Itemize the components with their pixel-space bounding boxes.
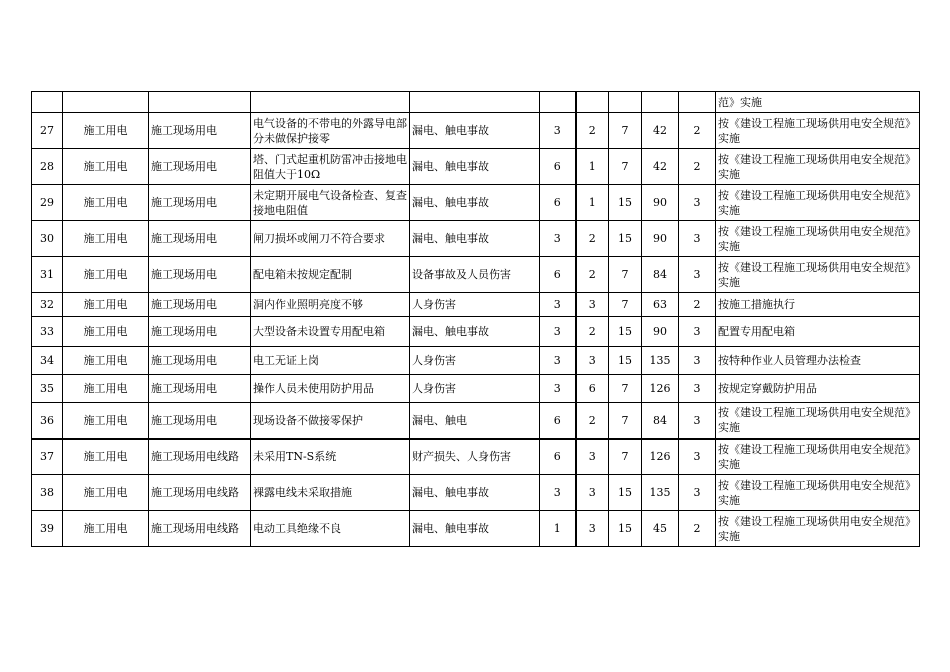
cell-exposure-e: 2 <box>576 113 609 149</box>
cell-risk-level: 3 <box>679 257 716 293</box>
cell-risk-value-d: 42 <box>642 113 679 149</box>
cell-control-measure: 按《建设工程施工现场供用电安全规范》实施 <box>716 475 920 511</box>
cell-exposure-e: 6 <box>576 375 609 403</box>
cell-row-number: 35 <box>32 375 63 403</box>
cell-likelihood-l: 6 <box>540 257 576 293</box>
cell-consequence-c: 15 <box>609 185 642 221</box>
cell-risk-level: 3 <box>679 403 716 439</box>
cell-row-number: 39 <box>32 511 63 547</box>
cell-exposure-e: 3 <box>576 511 609 547</box>
cell-control-measure: 按《建设工程施工现场供用电安全规范》实施 <box>716 257 920 293</box>
cell-risk-level: 2 <box>679 113 716 149</box>
cell-hazard-category: 施工用电 <box>63 185 149 221</box>
cell-risk-value-d: 90 <box>642 317 679 347</box>
cell-row-number: 36 <box>32 403 63 439</box>
cell-row-number: 34 <box>32 347 63 375</box>
cell-control-measure: 按《建设工程施工现场供用电安全规范》实施 <box>716 221 920 257</box>
table-row <box>32 149 920 185</box>
cell-hazard-description: 电动工具绝缘不良 <box>251 511 410 547</box>
table-row <box>32 511 920 547</box>
cell-risk-level: 2 <box>679 293 716 317</box>
hazard-risk-table <box>31 91 920 547</box>
cell-possible-accident: 人身伤害 <box>410 293 540 317</box>
cell-risk-level: 3 <box>679 475 716 511</box>
table-row <box>32 113 920 149</box>
cell-control-measure: 按《建设工程施工现场供用电安全规范》实施 <box>716 149 920 185</box>
cell-work-activity: 施工现场用电 <box>149 257 251 293</box>
cell-work-activity: 施工现场用电 <box>149 375 251 403</box>
cell-possible-accident: 漏电、触电事故 <box>410 221 540 257</box>
cell-likelihood-l: 3 <box>540 375 576 403</box>
cell-consequence-c: 15 <box>609 221 642 257</box>
cell-work-activity: 施工现场用电 <box>149 293 251 317</box>
cell-risk-level: 3 <box>679 317 716 347</box>
cell-exposure-e: 1 <box>576 185 609 221</box>
cell-consequence-c <box>609 92 642 113</box>
cell-control-measure: 按《建设工程施工现场供用电安全规范》实施 <box>716 403 920 439</box>
cell-likelihood-l: 6 <box>540 439 576 475</box>
cell-hazard-category: 施工用电 <box>63 375 149 403</box>
cell-hazard-description <box>251 92 410 113</box>
cell-hazard-description: 电工无证上岗 <box>251 347 410 375</box>
cell-likelihood-l: 3 <box>540 293 576 317</box>
cell-risk-value-d: 126 <box>642 439 679 475</box>
cell-control-measure: 按规定穿戴防护用品 <box>716 375 920 403</box>
cell-risk-value-d: 84 <box>642 257 679 293</box>
cell-exposure-e: 3 <box>576 293 609 317</box>
cell-exposure-e: 2 <box>576 403 609 439</box>
cell-work-activity: 施工现场用电线路 <box>149 475 251 511</box>
cell-consequence-c: 7 <box>609 439 642 475</box>
cell-exposure-e: 2 <box>576 317 609 347</box>
table-row <box>32 92 920 113</box>
cell-control-measure: 配置专用配电箱 <box>716 317 920 347</box>
cell-consequence-c: 15 <box>609 347 642 375</box>
cell-risk-value-d: 45 <box>642 511 679 547</box>
cell-row-number: 33 <box>32 317 63 347</box>
table-row <box>32 475 920 511</box>
cell-likelihood-l: 3 <box>540 475 576 511</box>
cell-possible-accident: 漏电、触电事故 <box>410 475 540 511</box>
cell-possible-accident: 财产损失、人身伤害 <box>410 439 540 475</box>
cell-hazard-category: 施工用电 <box>63 149 149 185</box>
cell-row-number: 32 <box>32 293 63 317</box>
cell-row-number: 28 <box>32 149 63 185</box>
cell-hazard-description: 大型设备未设置专用配电箱 <box>251 317 410 347</box>
cell-hazard-description: 洞内作业照明亮度不够 <box>251 293 410 317</box>
table-row <box>32 257 920 293</box>
cell-likelihood-l: 6 <box>540 185 576 221</box>
cell-risk-value-d: 90 <box>642 185 679 221</box>
cell-risk-value-d: 126 <box>642 375 679 403</box>
cell-row-number: 29 <box>32 185 63 221</box>
table-row <box>32 317 920 347</box>
cell-control-measure: 范》实施 <box>716 92 920 113</box>
cell-likelihood-l: 3 <box>540 221 576 257</box>
table-row <box>32 403 920 439</box>
cell-row-number <box>32 92 63 113</box>
cell-work-activity: 施工现场用电 <box>149 221 251 257</box>
cell-hazard-description: 电气设备的不带电的外露导电部分未做保护接零 <box>251 113 410 149</box>
cell-work-activity: 施工现场用电 <box>149 149 251 185</box>
cell-work-activity: 施工现场用电线路 <box>149 439 251 475</box>
cell-likelihood-l: 3 <box>540 347 576 375</box>
cell-hazard-category: 施工用电 <box>63 439 149 475</box>
cell-control-measure: 按《建设工程施工现场供用电安全规范》实施 <box>716 511 920 547</box>
cell-likelihood-l: 3 <box>540 113 576 149</box>
cell-hazard-description: 未采用TN-S系统 <box>251 439 410 475</box>
cell-risk-level: 2 <box>679 149 716 185</box>
cell-risk-value-d: 90 <box>642 221 679 257</box>
cell-risk-level: 3 <box>679 439 716 475</box>
cell-exposure-e: 2 <box>576 221 609 257</box>
cell-control-measure: 按《建设工程施工现场供用电安全规范》实施 <box>716 113 920 149</box>
cell-risk-value-d <box>642 92 679 113</box>
table-body <box>32 92 920 547</box>
cell-work-activity: 施工现场用电 <box>149 185 251 221</box>
cell-hazard-category: 施工用电 <box>63 257 149 293</box>
cell-possible-accident: 漏电、触电 <box>410 403 540 439</box>
cell-consequence-c: 15 <box>609 475 642 511</box>
table-row <box>32 375 920 403</box>
cell-hazard-category: 施工用电 <box>63 317 149 347</box>
cell-likelihood-l: 1 <box>540 511 576 547</box>
cell-likelihood-l <box>540 92 576 113</box>
cell-risk-level: 3 <box>679 375 716 403</box>
cell-exposure-e: 3 <box>576 439 609 475</box>
cell-consequence-c: 7 <box>609 375 642 403</box>
cell-hazard-category: 施工用电 <box>63 347 149 375</box>
cell-possible-accident: 漏电、触电事故 <box>410 113 540 149</box>
cell-possible-accident: 设备事故及人员伤害 <box>410 257 540 293</box>
cell-risk-level: 2 <box>679 511 716 547</box>
cell-work-activity: 施工现场用电 <box>149 113 251 149</box>
cell-consequence-c: 7 <box>609 149 642 185</box>
cell-hazard-category: 施工用电 <box>63 293 149 317</box>
cell-exposure-e: 1 <box>576 149 609 185</box>
cell-risk-value-d: 63 <box>642 293 679 317</box>
cell-possible-accident: 漏电、触电事故 <box>410 185 540 221</box>
cell-work-activity: 施工现场用电 <box>149 403 251 439</box>
cell-consequence-c: 15 <box>609 317 642 347</box>
cell-control-measure: 按《建设工程施工现场供用电安全规范》实施 <box>716 185 920 221</box>
cell-row-number: 31 <box>32 257 63 293</box>
cell-likelihood-l: 6 <box>540 403 576 439</box>
cell-work-activity <box>149 92 251 113</box>
cell-hazard-description: 配电箱未按规定配制 <box>251 257 410 293</box>
cell-consequence-c: 15 <box>609 511 642 547</box>
cell-hazard-category: 施工用电 <box>63 221 149 257</box>
cell-hazard-category: 施工用电 <box>63 511 149 547</box>
cell-control-measure: 按《建设工程施工现场供用电安全规范》实施 <box>716 439 920 475</box>
cell-risk-level <box>679 92 716 113</box>
cell-risk-level: 3 <box>679 347 716 375</box>
cell-risk-value-d: 135 <box>642 347 679 375</box>
cell-possible-accident: 漏电、触电事故 <box>410 511 540 547</box>
cell-work-activity: 施工现场用电 <box>149 317 251 347</box>
cell-consequence-c: 7 <box>609 257 642 293</box>
cell-exposure-e <box>576 92 609 113</box>
cell-exposure-e: 2 <box>576 257 609 293</box>
cell-row-number: 38 <box>32 475 63 511</box>
table-row <box>32 293 920 317</box>
cell-work-activity: 施工现场用电线路 <box>149 511 251 547</box>
cell-possible-accident: 人身伤害 <box>410 347 540 375</box>
cell-hazard-category: 施工用电 <box>63 475 149 511</box>
cell-work-activity: 施工现场用电 <box>149 347 251 375</box>
cell-row-number: 37 <box>32 439 63 475</box>
table-row <box>32 221 920 257</box>
cell-risk-level: 3 <box>679 185 716 221</box>
cell-control-measure: 按特种作业人员管理办法检查 <box>716 347 920 375</box>
cell-consequence-c: 7 <box>609 113 642 149</box>
cell-likelihood-l: 3 <box>540 317 576 347</box>
cell-hazard-description: 操作人员未使用防护用品 <box>251 375 410 403</box>
cell-possible-accident: 漏电、触电事故 <box>410 149 540 185</box>
cell-hazard-category <box>63 92 149 113</box>
cell-risk-level: 3 <box>679 221 716 257</box>
cell-hazard-category: 施工用电 <box>63 403 149 439</box>
cell-risk-value-d: 135 <box>642 475 679 511</box>
cell-exposure-e: 3 <box>576 347 609 375</box>
cell-risk-value-d: 84 <box>642 403 679 439</box>
cell-hazard-description: 现场设备不做接零保护 <box>251 403 410 439</box>
table-row <box>32 347 920 375</box>
cell-row-number: 27 <box>32 113 63 149</box>
cell-row-number: 30 <box>32 221 63 257</box>
cell-exposure-e: 3 <box>576 475 609 511</box>
cell-consequence-c: 7 <box>609 403 642 439</box>
cell-possible-accident: 漏电、触电事故 <box>410 317 540 347</box>
cell-hazard-description: 未定期开展电气设备检查、复查接地电阻值 <box>251 185 410 221</box>
cell-hazard-description: 塔、门式起重机防雷冲击接地电阻值大于10Ω <box>251 149 410 185</box>
cell-hazard-description: 闸刀损坏或闸刀不符合要求 <box>251 221 410 257</box>
cell-possible-accident <box>410 92 540 113</box>
cell-hazard-category: 施工用电 <box>63 113 149 149</box>
table-row <box>32 185 920 221</box>
cell-hazard-description: 裸露电线未采取措施 <box>251 475 410 511</box>
cell-possible-accident: 人身伤害 <box>410 375 540 403</box>
table-row <box>32 439 920 475</box>
cell-risk-value-d: 42 <box>642 149 679 185</box>
cell-likelihood-l: 6 <box>540 149 576 185</box>
cell-consequence-c: 7 <box>609 293 642 317</box>
cell-control-measure: 按施工措施执行 <box>716 293 920 317</box>
